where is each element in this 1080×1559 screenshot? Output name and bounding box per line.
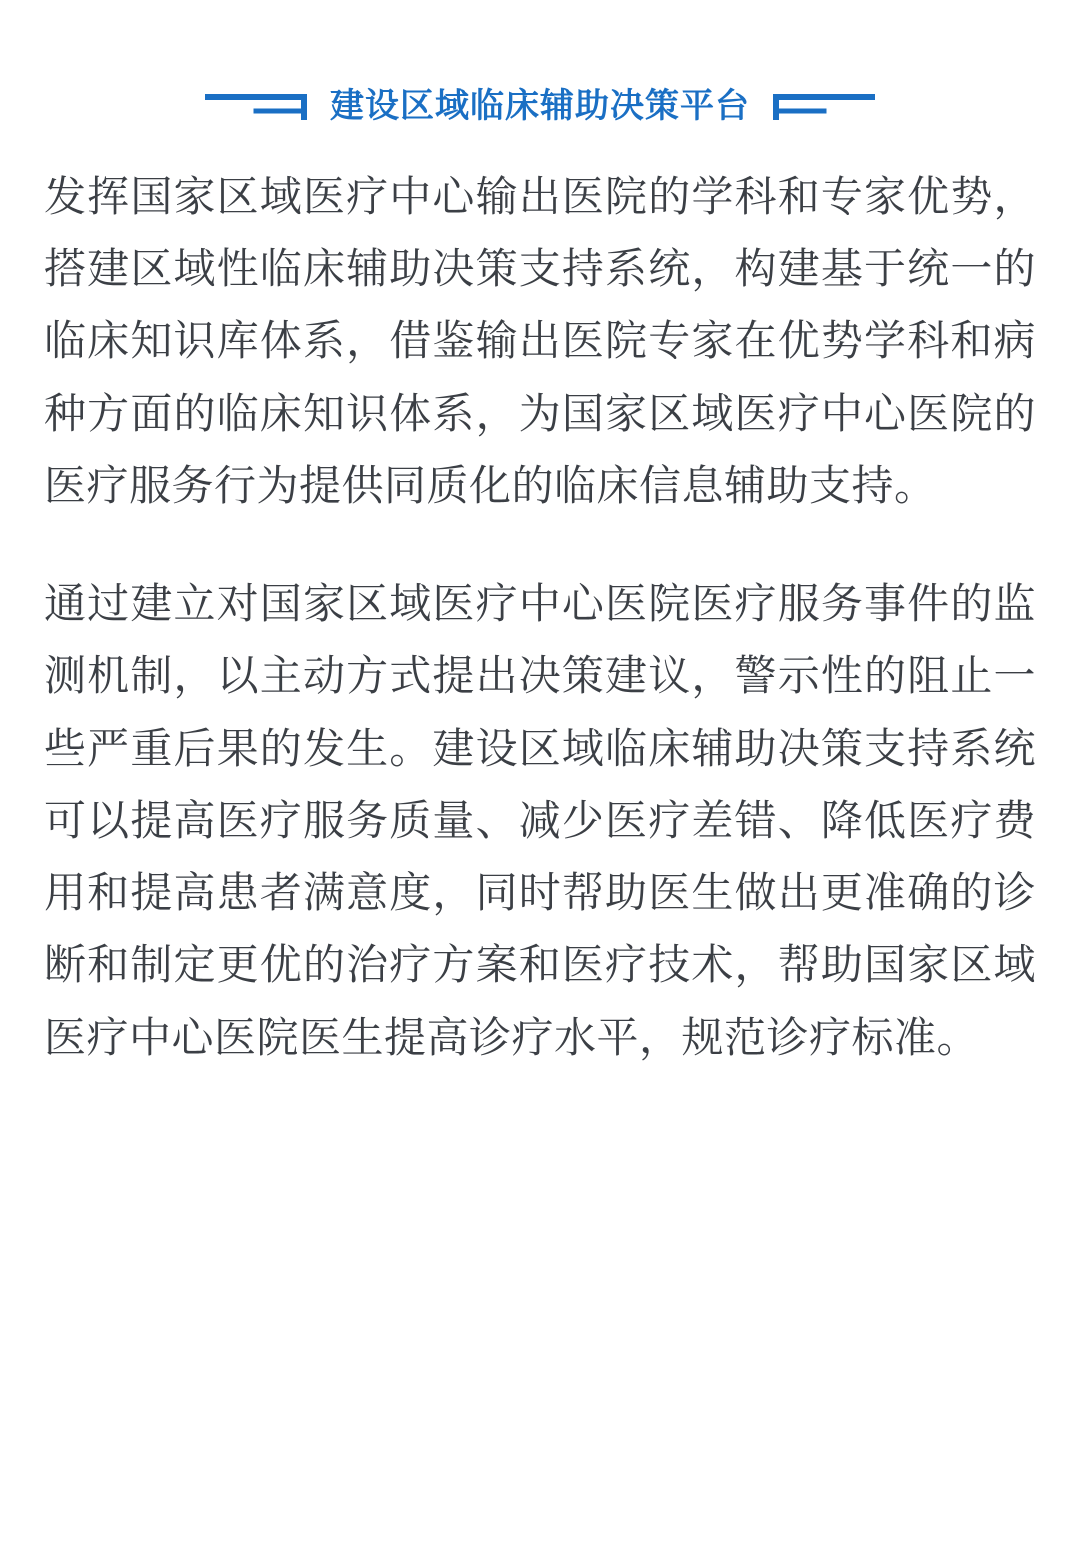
body-paragraph: 通过建立对国家区域医疗中心医院医疗服务事件的监测机制，以主动方式提出决策建议，警示性的阻止一些严重后果的发生。建设区域临床辅助决策支持系统可以提高医疗服务质量、减少医疗差错、降低医疗费用和提高患者满意度，同时帮助医生做出更准确的诊断和制定更优的治疗方案和医疗技术，帮助国家区域医疗中心医院医生提高诊疗水平，规范诊疗标准。 [44,580,1036,1061]
body-paragraph: 发挥国家区域医疗中心输出医院的学科和专家优势，搭建区域性临床辅助决策支持系统，构建基于统一的临床知识库体系，借鉴输出医院专家在优势学科和病种方面的临床知识体系，为国家区域医疗中心医院的医疗服务行为提供同质化的临床信息辅助支持。 [44,173,1036,509]
bracket-right-icon [764,83,876,123]
page-title: 建设区域临床辅助决策平台 [330,87,750,125]
bracket-left-icon [204,83,316,123]
document-body [44,139,1036,1074]
page-header [44,0,1036,139]
